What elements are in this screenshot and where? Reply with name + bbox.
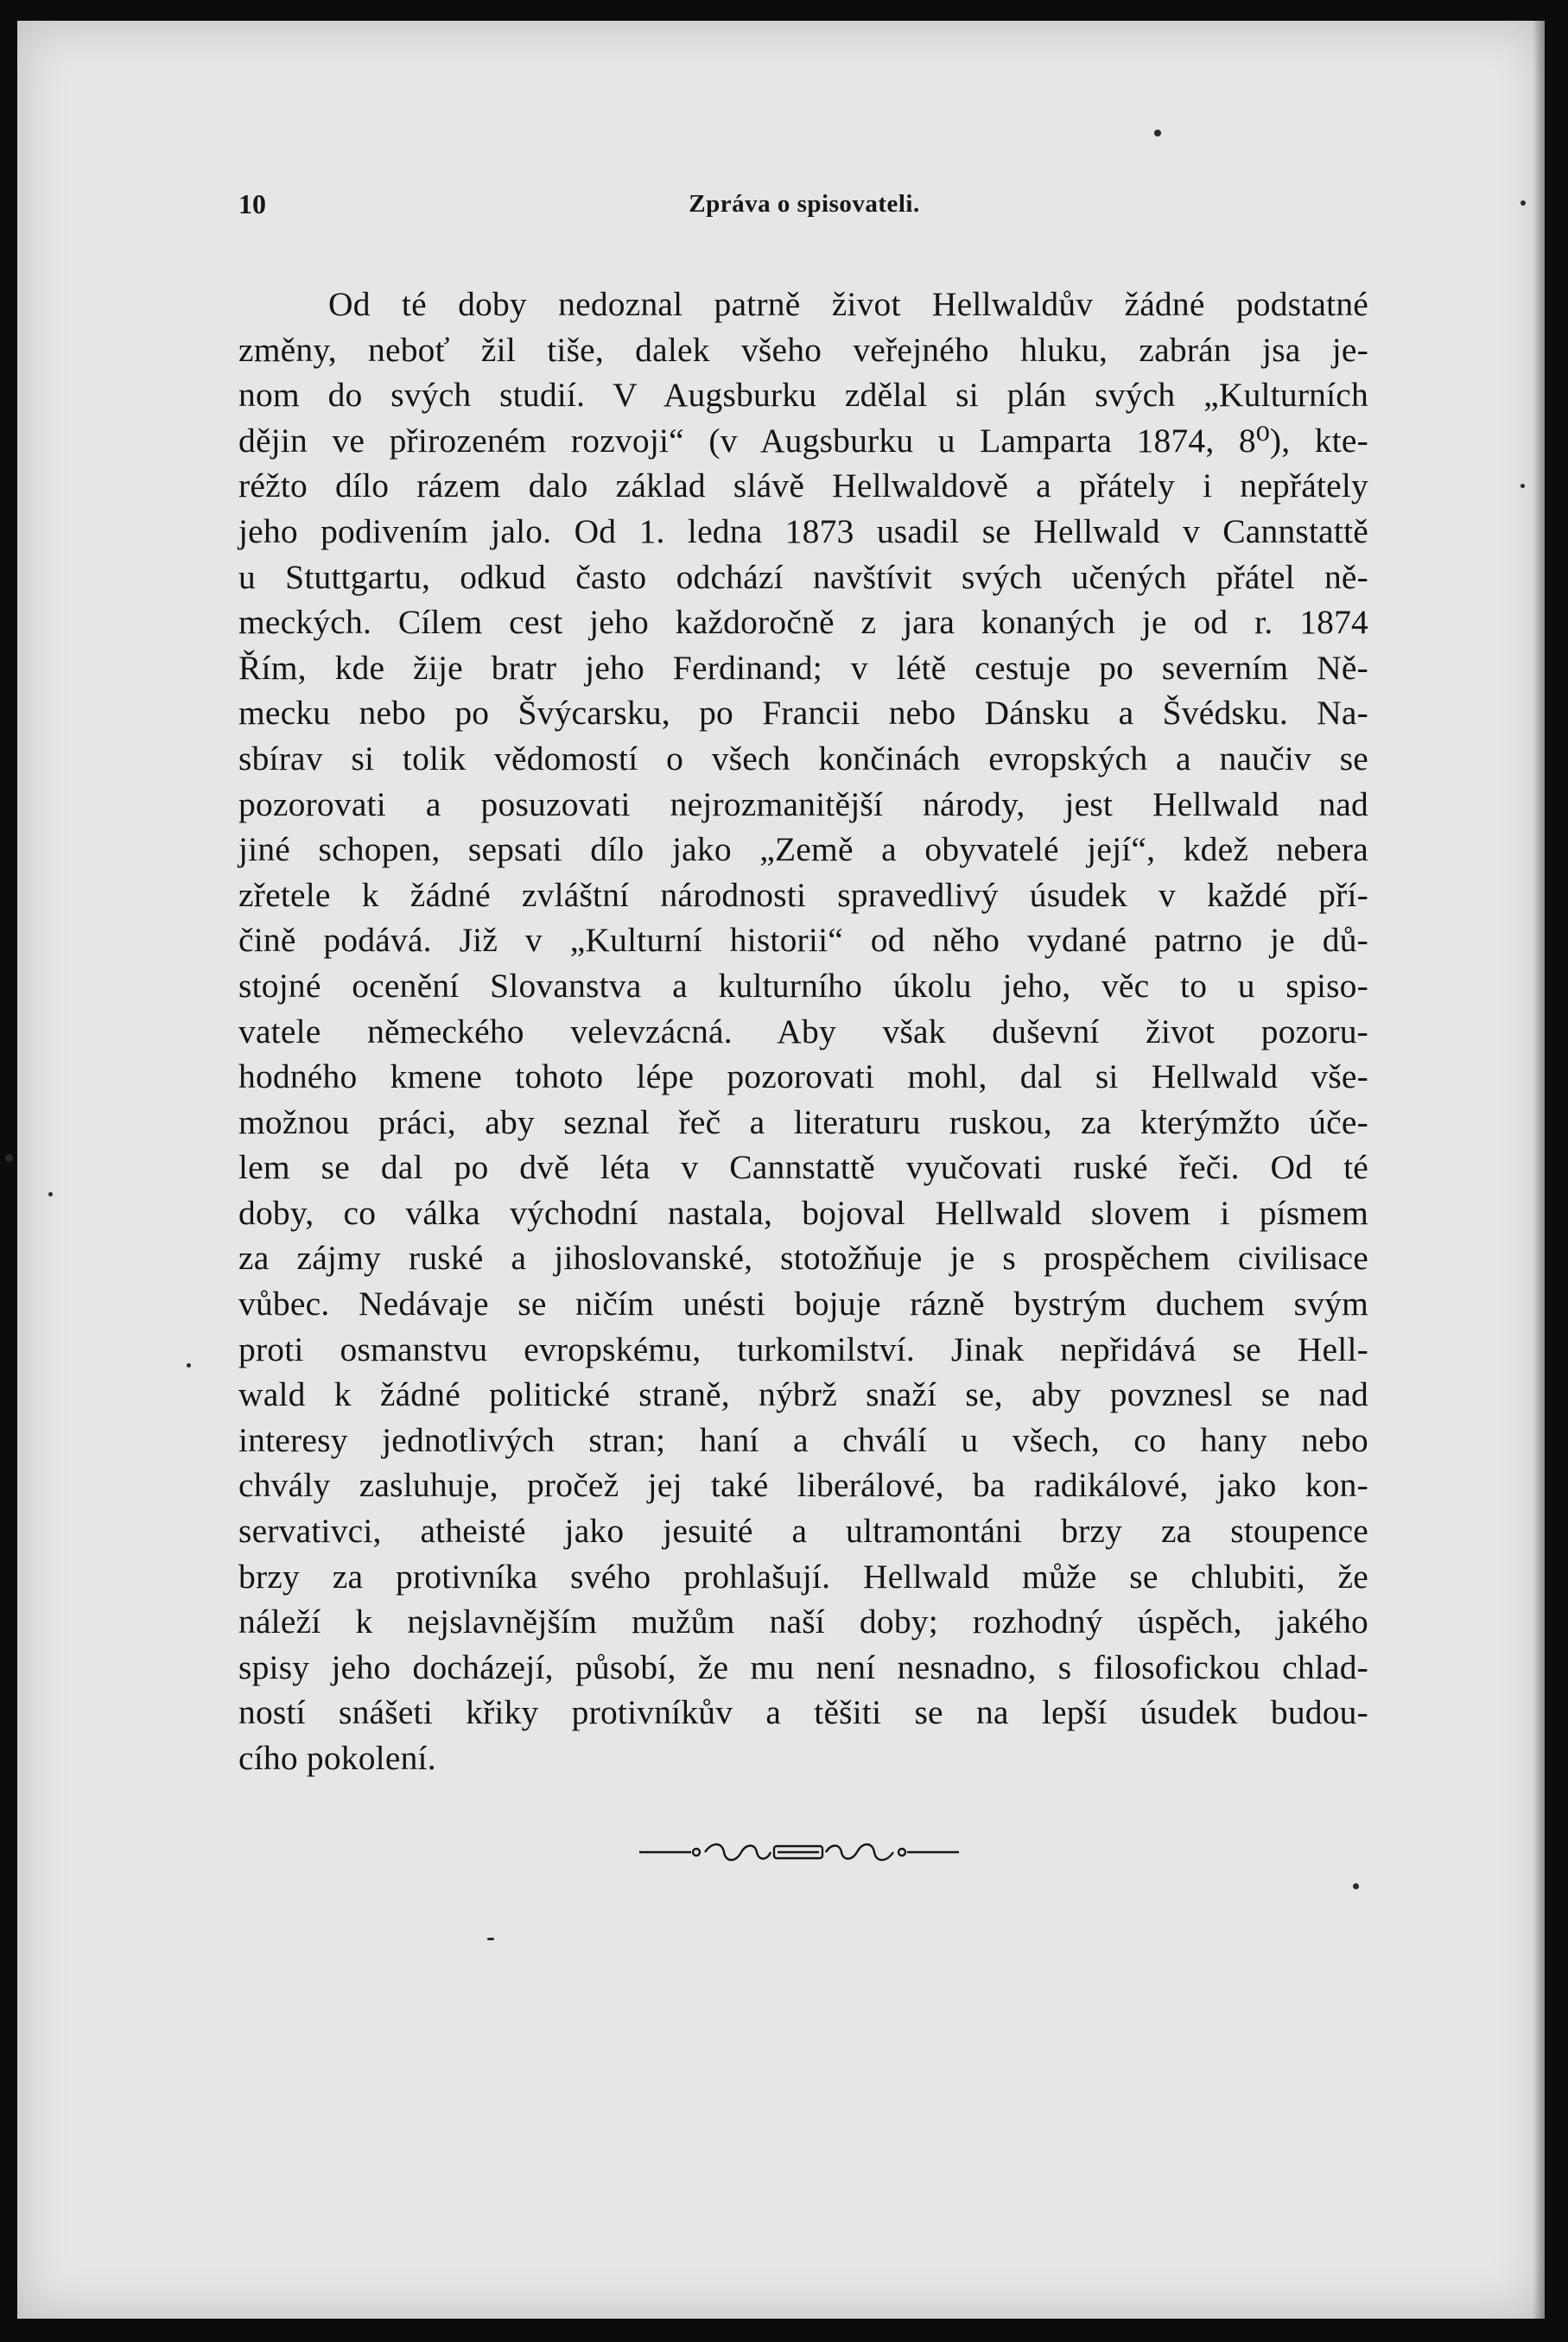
text-line: chvály zasluhuje, pročež jej také liberálové, ba radikálové, jako kon- [238,1466,1368,1505]
scan-speck [1520,484,1525,488]
scan-speck [1520,200,1526,206]
text-line: mecku nebo po Švýcarsku, po Francii nebo Dánsku a Švédsku. Na- [238,694,1368,733]
text-line: nom do svých studií. V Augsburku zdělal si plán svých „Kulturních [238,376,1368,415]
text-line: hodného kmene tohoto lépe pozorovati mohl, dal si Hellwald vše- [238,1057,1368,1096]
text-line: spisy jeho docházejí, působí, že mu není nesnadno, s filosofickou chlad- [238,1647,1368,1686]
running-title: Zpráva o spisovateli. [689,190,920,218]
body-paragraph [238,282,1368,1781]
closing-flourish-ornament [639,1835,959,1869]
text-line: interesy jednotlivých stran; haní a chválí u všech, co hany nebo [238,1420,1368,1459]
running-head [238,188,1370,240]
text-line: ností snášeti křiky protivníkův a těšiti se na lepší úsudek budou- [238,1693,1368,1732]
text-line: jeho podivením jalo. Od 1. ledna 1873 usadil se Hellwald v Cannstattě [238,511,1368,550]
text-line: brzy za protivníka svého prohlašují. Hellwald může se chlubiti, že [238,1557,1368,1596]
text-line: u Stuttgartu, odkud často odchází navštívit svých učených přátel ně- [238,557,1368,596]
text-line: wald k žádné politické straně, nýbrž snaží se, aby povznesl se nad [238,1375,1368,1414]
text-line: cího pokolení. [238,1739,436,1777]
text-line: Řím, kde žije bratr jeho Ferdinand; v létě cestuje po severním Ně- [238,648,1368,687]
text-line: sbírav si tolik vědomostí o všech končinách evropských a naučiv se [238,739,1368,777]
text-line: jiné schopen, sepsati dílo jako „Země a obyvatelé její“, kdež nebera [238,830,1368,869]
text-line: pozorovati a posuzovati nejrozmanitější národy, jest Hellwald nad [238,784,1368,823]
text-line: vatele německého velevzácná. Aby však duševní život pozoru- [238,1012,1368,1050]
text-line: zřetele k žádné zvláštní národnosti spravedlivý úsudek v každé pří- [238,875,1368,914]
text-line: réžto dílo rázem dalo základ slávě Hellwaldově a přátely i nepřátely [238,466,1368,505]
text-line: servativci, atheisté jako jesuité a ultramontáni brzy za stoupence [238,1512,1368,1551]
text-line: za zájmy ruské a jihoslovanské, stotožňuje je s prospěchem civilisace [238,1239,1368,1278]
scan-speck [5,1154,13,1162]
text-line: meckých. Cílem cest jeho každoročně z jara konaných je od r. 1874 [238,603,1368,642]
text-line: Od té doby nedoznal patrně život Hellwaldův žádné podstatné [328,285,1368,323]
text-line: dějin ve přirozeném rozvoji“ (v Augsburku u Lamparta 1874, 8⁰), kte- [238,421,1368,460]
text-line: čině podává. Již v „Kulturní historii“ od něho vydané patrno je dů- [238,921,1368,960]
text-line: stojné ocenění Slovanstva a kulturního úkolu jeho, věc to u spiso- [238,966,1368,1005]
text-line: možnou práci, aby seznal řeč a literaturu ruskou, za kterýmžto úče- [238,1102,1368,1141]
text-line: doby, co válka východní nastala, bojoval Hellwald slovem i písmem [238,1193,1368,1232]
text-line: vůbec. Nedávaje se ničím unésti bojuje rázně bystrým duchem svým [238,1285,1368,1323]
scan-speck [187,1363,191,1368]
text-line: lem se dal po dvě léta v Cannstattě vyučovati ruské řeči. Od té [238,1148,1368,1187]
text-line: změny, neboť žil tiše, dalek všeho veřejného hluku, zabrán jsa je- [238,330,1368,369]
text-line: proti osmanstvu evropskému, turkomilství. Jinak nepřidává se Hell- [238,1330,1368,1368]
scan-speck [487,1938,494,1940]
page-number: 10 [238,188,266,219]
scan-speck [1353,1883,1359,1889]
scan-speck [48,1192,53,1196]
text-line: náleží k nejslavnějším mužům naší doby; rozhodný úspěch, jakého [238,1603,1368,1641]
scan-speck [1154,130,1161,136]
